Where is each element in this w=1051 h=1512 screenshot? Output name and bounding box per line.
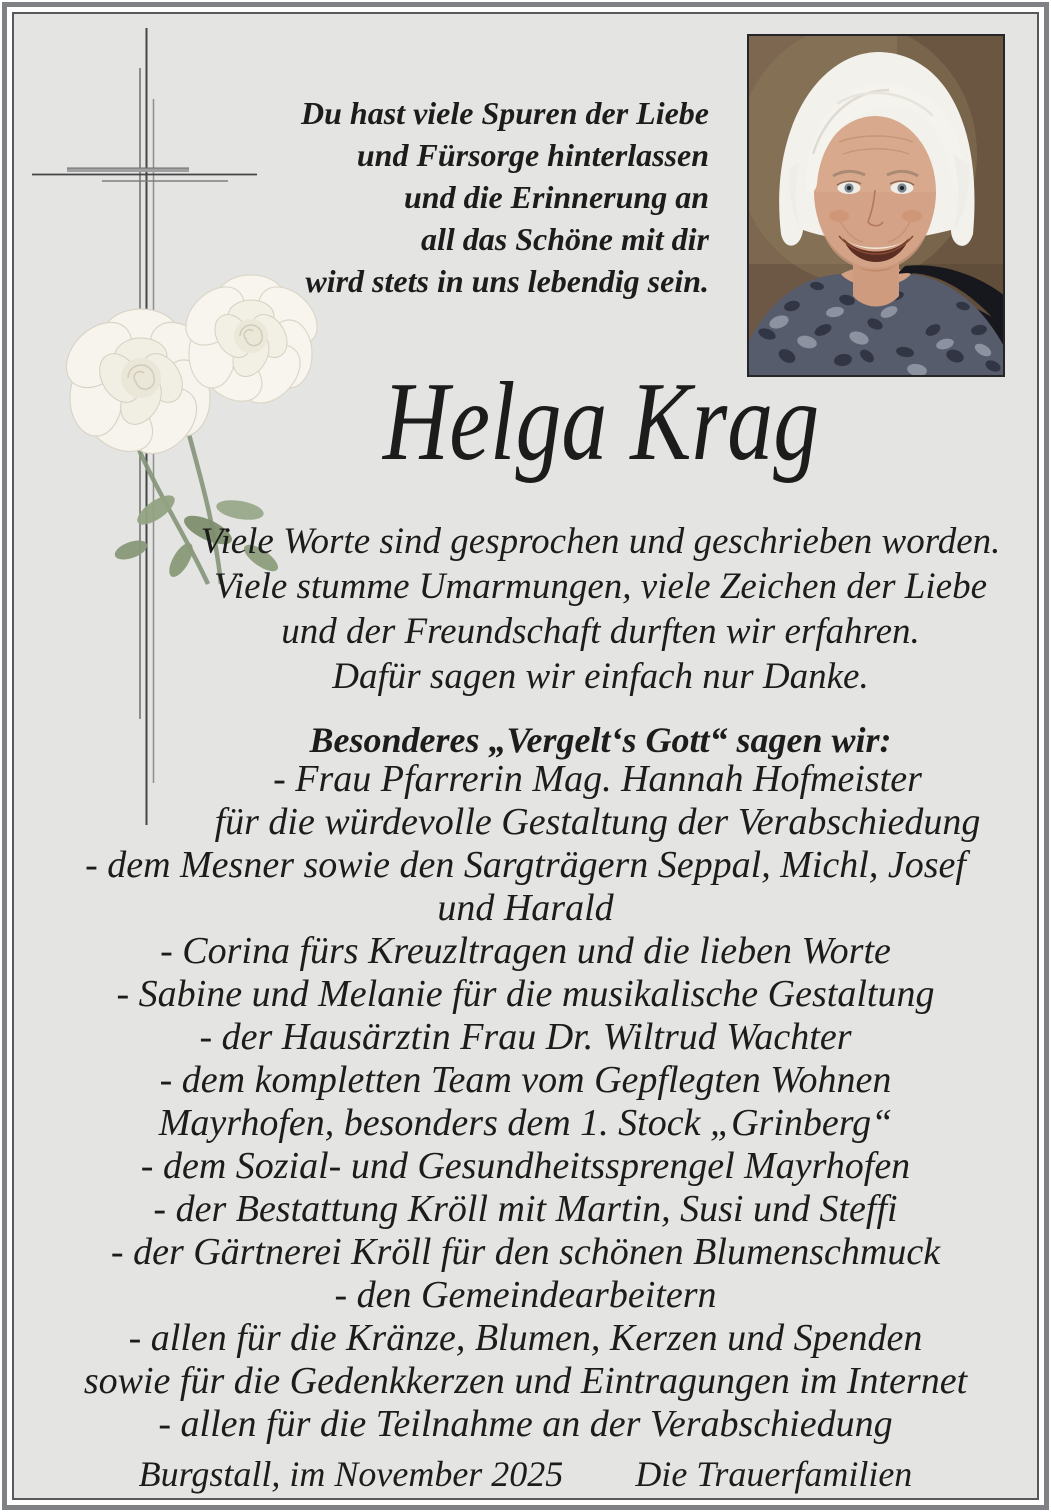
thanks-line: - dem kompletten Team vom Gepflegten Wohnen (159, 1059, 892, 1101)
intro-line: Dafür sagen wir einfach nur Danke. (332, 656, 869, 697)
thanks-line: - allen für die Teilnahme an der Verabschiedung (158, 1403, 893, 1445)
thanks-line: - dem Sozial- und Gesundheitssprengel Mayrhofen (140, 1145, 911, 1187)
card-footer (14, 1452, 1037, 1496)
inner-white-frame (7, 7, 1044, 1505)
poem-line: all das Schöne mit dir (420, 221, 709, 257)
intro-line: und der Freundschaft durften wir erfahren. (281, 611, 920, 652)
thanks-list (14, 758, 1037, 1446)
outer-gray-frame (2, 2, 1049, 1510)
card-content (14, 14, 1037, 1498)
intro-line: Viele Worte sind gesprochen und geschrieben worden. (200, 521, 1001, 562)
thanks-line: für die würdevolle Gestaltung der Verabschiedung (214, 801, 981, 843)
thanks-line: - der Hausärztin Frau Dr. Wiltrud Wachter (199, 1016, 852, 1058)
thanks-line: Mayrhofen, besonders dem 1. Stock „Grinberg“ (158, 1102, 893, 1144)
thanks-line: - dem Mesner sowie den Sargträgern Seppal, Michl, Josef (85, 844, 966, 886)
thanks-intro-paragraph (164, 519, 1037, 699)
footer-signature: Die Trauerfamilien (635, 1454, 913, 1494)
thanks-line: - allen für die Kränze, Blumen, Kerzen und Spenden (128, 1317, 923, 1359)
thanks-heading: Besonderes „Vergelt‘s Gott“ sagen wir: (309, 720, 892, 760)
poem-line: und die Erinnerung an (403, 179, 709, 215)
intro-line: Viele stumme Umarmungen, viele Zeichen der Liebe (213, 566, 987, 607)
thanks-line: - der Gärtnerei Kröll für den schönen Blumenschmuck (110, 1231, 941, 1273)
portrait-photo (747, 34, 1005, 377)
thanks-line: - Corina fürs Kreuzltragen und die lieben Worte (160, 930, 891, 972)
thanks-line: sowie für die Gedenkkerzen und Eintragungen im Internet (83, 1360, 968, 1402)
deceased-name-text: Helga Krag (382, 360, 819, 484)
poem-line: wird stets in uns lebendig sein. (305, 263, 709, 299)
footer-place-date: Burgstall, im November 2025 (138, 1454, 564, 1494)
thanks-line: - Sabine und Melanie für die musikalische Gestaltung (116, 973, 935, 1015)
thanks-line: und Harald (437, 887, 614, 929)
poem-line: Du hast viele Spuren der Liebe (301, 95, 709, 131)
thanks-line: - den Gemeindearbeitern (334, 1274, 717, 1316)
deceased-name (164, 352, 1037, 492)
inner-dark-frame-line (12, 12, 1039, 1500)
thanks-line: - der Bestattung Kröll mit Martin, Susi und Steffi (153, 1188, 898, 1230)
poem-line: und Fürsorge hinterlassen (356, 137, 709, 173)
memorial-poem (164, 92, 709, 302)
thanks-line: - Frau Pfarrerin Mag. Hannah Hofmeister (273, 758, 922, 800)
